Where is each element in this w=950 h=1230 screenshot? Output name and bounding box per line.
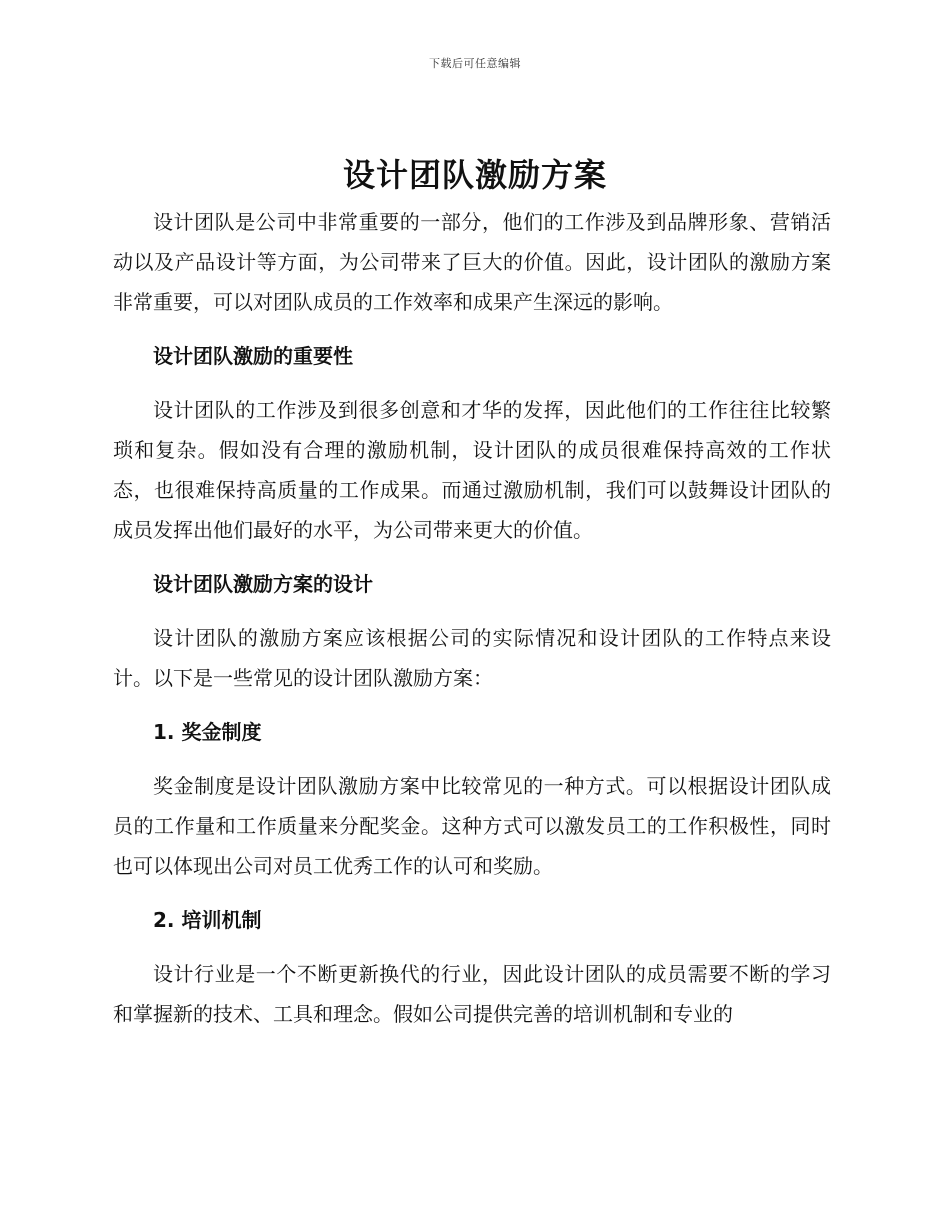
item-body-training: 设计行业是一个不断更新换代的行业，因此设计团队的成员需要不断的学习和掌握新的技术、工具和理念。假如公司提供完善的培训机制和专业的 — [113, 962, 831, 1026]
item-heading-bonus: 1. 奖金制度 — [153, 720, 262, 744]
document-title: 设计团队激励方案 — [342, 156, 607, 194]
section-body-design: 设计团队的激励方案应该根据公司的实际情况和设计团队的工作特点来设计。以下是一些常见的设计团队激励方案： — [113, 626, 831, 690]
intro-paragraph: 设计团队是公司中非常重要的一部分，他们的工作涉及到品牌形象、营销活动以及产品设计等方面，为公司带来了巨大的价值。因此，设计团队的激励方案非常重要，可以对团队成员的工作效率和成果产生深远的影响。 — [113, 210, 831, 314]
section-heading-importance: 设计团队激励的重要性 — [153, 344, 353, 368]
document-body — [113, 202, 831, 1034]
section-body-importance: 设计团队的工作涉及到很多创意和才华的发挥，因此他们的工作往往比较繁琐和复杂。假如没有合理的激励机制，设计团队的成员很难保持高效的工作状态，也很难保持高质量的工作成果。而通过激励机制，我们可以鼓舞设计团队的成员发挥出他们最好的水平，为公司带来更大的价值。 — [113, 398, 831, 542]
item-heading-training: 2. 培训机制 — [153, 908, 262, 932]
section-heading-design: 设计团队激励方案的设计 — [153, 572, 373, 596]
item-body-bonus: 奖金制度是设计团队激励方案中比较常见的一种方式。可以根据设计团队成员的工作量和工作质量来分配奖金。这种方式可以激发员工的工作积极性，同时也可以体现出公司对员工优秀工作的认可和奖励。 — [113, 774, 831, 878]
header-note: 下载后可任意编辑 — [429, 57, 521, 70]
